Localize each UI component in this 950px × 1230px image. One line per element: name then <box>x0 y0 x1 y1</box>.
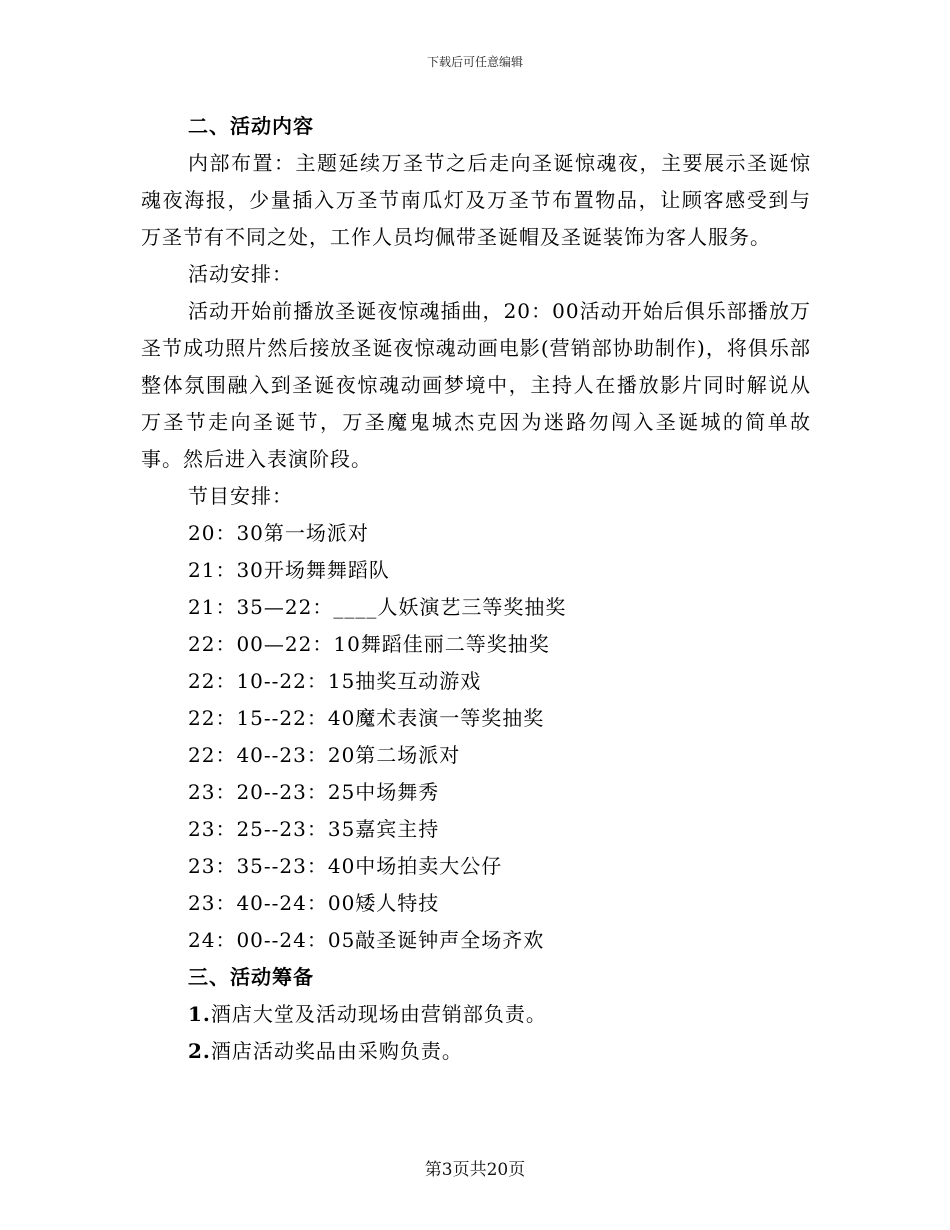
program-item: 20：30第一场派对 <box>188 521 369 545</box>
item-number: 1. <box>188 1002 211 1026</box>
program-item: 23：25--23：35嘉宾主持 <box>188 817 440 841</box>
program-item: 24：00--24：05敲圣诞钟声全场齐欢 <box>188 928 545 952</box>
item-number: 2. <box>188 1039 211 1063</box>
preparation-item <box>141 996 811 1033</box>
program-item: 23：20--23：25中场舞秀 <box>188 780 440 804</box>
document-body <box>141 108 811 1070</box>
arrangement-paragraph: 活动开始前播放圣诞夜惊魂插曲，20：00活动开始后俱乐部播放万圣节成功照片然后接放圣诞夜惊魂动画电影(营销部协助制作)，将俱乐部整体氛围融入到圣诞夜惊魂动画梦境中，主持人在播放影片同时解说从万圣节走向圣诞节，万圣魔鬼城杰克因为迷路勿闯入圣诞城的简单故事。然后进入表演阶段。 <box>141 299 811 471</box>
program-label: 节目安排： <box>188 484 293 508</box>
arrangement-label: 活动安排： <box>188 262 293 286</box>
section-heading-preparation: 三、活动筹备 <box>188 965 314 989</box>
page-header: 下载后可任意编辑 <box>426 55 523 69</box>
program-item: 22：00—22：10舞蹈佳丽二等奖抽奖 <box>188 632 550 656</box>
layout-paragraph: 内部布置：主题延续万圣节之后走向圣诞惊魂夜，主要展示圣诞惊魂夜海报，少量插入万圣节南瓜灯及万圣节布置物品，让顾客感受到与万圣节有不同之处，工作人员均佩带圣诞帽及圣诞装饰为客人服务。 <box>141 151 811 249</box>
program-item: 22：15--22：40魔术表演一等奖抽奖 <box>188 706 545 730</box>
section-heading-activity-content: 二、活动内容 <box>188 114 314 138</box>
program-item: 21：35—22：____人妖演艺三等奖抽奖 <box>188 595 567 619</box>
program-item: 22：40--23：20第二场派对 <box>188 743 461 767</box>
program-item: 23：40--24：00矮人特技 <box>188 891 440 915</box>
preparation-item <box>141 1033 811 1070</box>
page-footer: 第3页共20页 <box>424 1160 526 1180</box>
item-text: 酒店活动奖品由采购负责。 <box>210 1039 463 1063</box>
program-list <box>141 515 811 959</box>
program-item: 21：30开场舞舞蹈队 <box>188 558 390 582</box>
item-text: 酒店大堂及活动现场由营销部负责。 <box>210 1002 547 1026</box>
program-item: 23：35--23：40中场拍卖大公仔 <box>188 854 503 878</box>
program-item: 22：10--22：15抽奖互动游戏 <box>188 669 482 693</box>
